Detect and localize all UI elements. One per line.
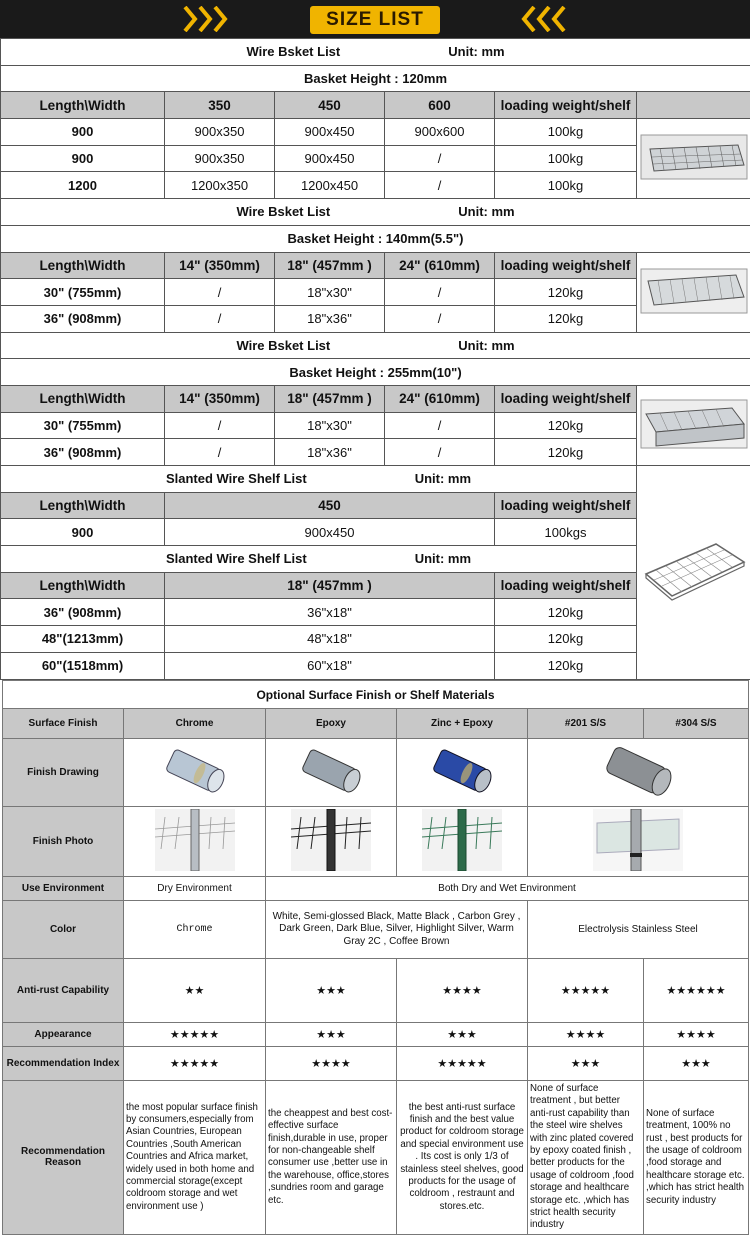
row-label: Finish Photo: [3, 807, 124, 877]
chevron-right-icon: [213, 6, 229, 32]
table-title-row: [1, 39, 750, 66]
col-header: loading weight/shelf: [495, 252, 637, 279]
col-header: loading weight/shelf: [495, 572, 637, 599]
size-list-banner: [0, 0, 750, 38]
row-label: Use Environment: [3, 877, 124, 901]
unit-label: Unit: mm: [415, 551, 471, 566]
row-label: Appearance: [3, 1023, 124, 1047]
wire-basket-list-title: Wire Bsket List: [236, 338, 330, 353]
rating-stars: ★★★: [644, 1047, 749, 1081]
rating-stars: ★★★★: [266, 1047, 397, 1081]
rating-stars: ★★: [124, 959, 266, 1023]
table-row: 900 900x350 900x450 900x600 100kg: [1, 119, 750, 146]
row-label: Color: [3, 901, 124, 959]
row-label: Finish Drawing: [3, 739, 124, 807]
chrome-shelf-photo: [124, 807, 266, 877]
row-label: Anti-rust Capability: [3, 959, 124, 1023]
col-header: Chrome: [124, 709, 266, 739]
rating-stars: ★★★★★: [124, 1023, 266, 1047]
table-row: 48"(1213mm) 48"x18" 120kg: [1, 626, 750, 653]
col-header: Zinc + Epoxy: [397, 709, 528, 739]
basket-height: Basket Height : 255mm(10"): [1, 359, 750, 386]
col-header: 18" (457mm ): [275, 252, 385, 279]
basket-height: Basket Height : 120mm: [1, 65, 750, 92]
col-header: 18" (457mm ): [275, 385, 385, 412]
wire-basket-list-title: Wire Bsket List: [236, 204, 330, 219]
table-row: 900 900x450 100kgs: [1, 519, 750, 546]
rating-stars: ★★★: [266, 1023, 397, 1047]
col-header: Length\Width: [1, 572, 165, 599]
col-header: 600: [385, 92, 495, 119]
col-header: #201 S/S: [528, 709, 644, 739]
col-header: Length\Width: [1, 492, 165, 519]
col-header: 14" (350mm): [165, 252, 275, 279]
col-header: 14" (350mm): [165, 385, 275, 412]
rating-stars: ★★★★★: [124, 1047, 266, 1081]
basket-height: Basket Height : 140mm(5.5"): [1, 225, 750, 252]
col-header: Epoxy: [266, 709, 397, 739]
rating-stars: ★★★★: [644, 1023, 749, 1047]
col-header: loading weight/shelf: [495, 492, 637, 519]
col-header: loading weight/shelf: [495, 385, 637, 412]
zinc-epoxy-shelf-photo: [397, 807, 528, 877]
rating-stars: ★★★★: [528, 1023, 644, 1047]
chevron-right-icon: [183, 6, 199, 32]
rating-stars: ★★★: [528, 1047, 644, 1081]
chevron-right-icon: [198, 6, 214, 32]
wire-basket-image: [637, 119, 750, 199]
col-header: Length\Width: [1, 252, 165, 279]
table-row: 60"(1518mm) 60"x18" 120kg: [1, 652, 750, 679]
col-header: 450: [275, 92, 385, 119]
col-header: loading weight/shelf: [495, 92, 637, 119]
unit-label: Unit: mm: [458, 338, 514, 353]
unit-label: Unit: mm: [458, 204, 514, 219]
chrome-tube-drawing: [124, 739, 266, 807]
table-row: 30" (755mm) / 18"x30" / 120kg: [1, 412, 750, 439]
table-row: 900 900x350 900x450 / 100kg: [1, 145, 750, 172]
col-header: 18" (457mm ): [165, 572, 495, 599]
reason-text: the best anti-rust surface finish and the best value product for coldroom storage and special environment use . Its cost is only 1/3 of stainless steel shelves, good products for the usage of coldroom , restraunt and stores.etc.: [397, 1081, 528, 1235]
table-row: 36" (908mm) / 18"x36" / 120kg: [1, 305, 750, 332]
finish-table: Optional Surface Finish or Shelf Materials Surface Finish Chrome Epoxy Zinc + Epoxy #201 S/S #304 S/S Finish Drawing Finish Photo Use Environment Dry Environment Both Dry and Wet Environment Color Chrome White, Semi-glossed Black, Matte Black , Carbon Grey , Dark Green, Dark Blue, Silver, Highlight Silver, Warm Gray 2C , Coffee Brown Electrolysis Stainless Steel Anti-rust Capability ★★ ★★★ ★★★★ ★★★★★ ★★★★★★ Appearance ★★★★★ ★★★ ★★★ ★★★★ ★★★★ Recommendation Index ★★★★★ ★★★★ ★★★★★ ★★★ ★★★ Recommendation Reason the most popular surface finish by consumers,especially from Asian Countries, European Countries ,South American Countries and Africa market, widely used in both home and commercial storage(except coldroom storage and wet environment use ) the cheappest and best cost-effective surface finish,durable in use, proper for non-changeable shelf consumer use ,better use in the warehouse, office,stores ,sundries room and garage etc. the best anti-rust surface finish and the best value product for coldroom storage and special environment use . Its cost is only 1/3 of stainless steel shelves, good products for the usage of coldroom , restraunt and stores.etc. None of surface treatment , but better anti-rust capability than the steel wire shelves with zinc plated covered by epoxy coated finish , better products for the usage of coldroom ,food storage and healthcare storage etc. ,which has strict health security industry None of surface treatment, 100% no rust , best products for the usage of coldroom ,food storage and healthcare storage etc. ,which has strict health security industry: [2, 680, 748, 1235]
reason-text: None of surface treatment, 100% no rust , best products for the usage of coldroom ,food storage and healthcare storage etc. ,which has strict health security industry: [644, 1081, 749, 1235]
epoxy-tube-drawing: [266, 739, 397, 807]
wire-basket-list-title: Wire Bsket List: [246, 44, 340, 59]
col-header: Length\Width: [1, 92, 165, 119]
col-header: 350: [165, 92, 275, 119]
rating-stars: ★★★★★: [397, 1047, 528, 1081]
slanted-shelf-image: [637, 466, 750, 680]
table-row: 36" (908mm) / 18"x36" / 120kg: [1, 439, 750, 466]
col-header: #304 S/S: [644, 709, 749, 739]
wire-basket-image: [637, 252, 750, 332]
slanted-shelf-list-title: Slanted Wire Shelf List: [166, 471, 307, 486]
reason-text: the cheappest and best cost-effective surface finish,durable in use, proper for non-changeable shelf consumer use ,better use in the warehouse, office,stores ,sundries room and garage etc.: [266, 1081, 397, 1235]
row-label: Surface Finish: [3, 709, 124, 739]
row-label: Recommendation Reason: [3, 1081, 124, 1235]
slanted-shelf-list-title: Slanted Wire Shelf List: [166, 551, 307, 566]
chevron-left-icon: [535, 6, 551, 32]
rating-stars: ★★★: [266, 959, 397, 1023]
rating-stars: ★★★★★: [528, 959, 644, 1023]
rating-stars: ★★★★: [397, 959, 528, 1023]
wire-basket-image: [637, 385, 750, 465]
row-label: Recommendation Index: [3, 1047, 124, 1081]
col-header: 450: [165, 492, 495, 519]
stainless-tube-drawing: [528, 739, 749, 807]
rating-stars: ★★★★★★: [644, 959, 749, 1023]
size-tables: [0, 38, 750, 680]
stainless-shelf-photo: [528, 807, 749, 877]
unit-label: Unit: mm: [448, 44, 504, 59]
unit-label: Unit: mm: [415, 471, 471, 486]
reason-text: the most popular surface finish by consumers,especially from Asian Countries, European Countries ,South American Countries and Africa market, widely used in both home and commercial storage(except coldroom storage and wet environment use ): [124, 1081, 266, 1235]
finish-table-title: Optional Surface Finish or Shelf Materials: [3, 681, 749, 709]
epoxy-shelf-photo: [266, 807, 397, 877]
table-row: 30" (755mm) / 18"x30" / 120kg: [1, 279, 750, 306]
col-header: 24" (610mm): [385, 385, 495, 412]
col-header: 24" (610mm): [385, 252, 495, 279]
chevron-left-icon: [520, 6, 536, 32]
zinc-epoxy-tube-drawing: [397, 739, 528, 807]
col-header: Length\Width: [1, 385, 165, 412]
table-row: 36" (908mm) 36"x18" 120kg: [1, 599, 750, 626]
chevron-left-icon: [550, 6, 566, 32]
rating-stars: ★★★: [397, 1023, 528, 1047]
reason-text: None of surface treatment , but better anti-rust capability than the steel wire shelves with zinc plated covered by epoxy coated finish , better products for the usage of coldroom ,food storage and healthcare storage etc. ,which has strict health security industry: [528, 1081, 644, 1235]
table-row: 1200 1200x350 1200x450 / 100kg: [1, 172, 750, 199]
banner-title: SIZE LIST: [310, 6, 440, 34]
